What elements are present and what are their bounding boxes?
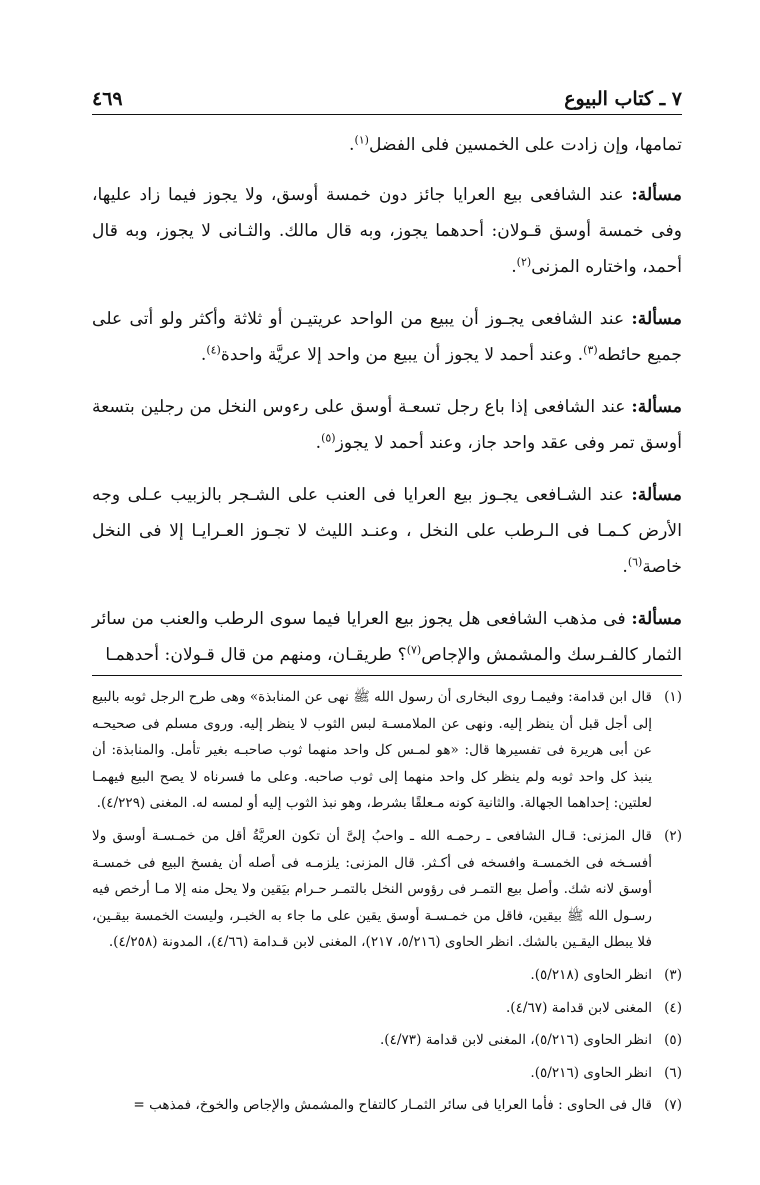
- issue-label: مسألة:: [631, 309, 682, 329]
- footnote-number: (٢): [664, 827, 682, 844]
- footnote-text: المغنى لابن قدامة (٤/٦٧).: [505, 999, 652, 1016]
- footnote-number: (٤): [664, 999, 682, 1016]
- footnotes: [92, 684, 682, 1119]
- paragraph: [92, 477, 682, 585]
- paragraph: [92, 177, 682, 285]
- footnote-ref: (٣): [583, 343, 598, 357]
- paragraph-text: تمامها، وإن زادت على الخمسين فلى الفضل: [368, 135, 682, 155]
- paragraph: [92, 601, 682, 673]
- paragraph-text: عند الشـافعى يجـوز بيع العرايا فى العنب على الشـجر بالزبيب عـلى وجه الأرض كـمـا فى الـرطب على النخل ، وعنـد الليث لا تجـوز العـرايـا إلا فى النخل خاصة: [92, 485, 682, 577]
- paragraph-text: . وعند أحمد لا يجوز أن يبيع من واحد إلا عريَّة واحدة: [220, 345, 584, 365]
- footnote-ref: (٦): [627, 555, 643, 569]
- footnote-text: قال المزنى: قـال الشافعى ـ رحمـه الله ـ واحبُ إلىَّ أن تكون العريَّةُ أقل من خمـسـة أوسق ولا أفسـخه فى الخمسـة وافسخه فى أكـثر. قال المزنى: يلزمـه فى أصله أن يفسخ البيع فى خمسـة أوسق لانه شك. وأصل بيع التمـر فى رؤوس النخل بالتمـر حـرام بيَقين ولا يحل منه إلا مـا أرخص فيه رسـول الله ﷺ بيقين، فاقل من خمـسـة أوسق يقين على ما جاء به الخبـر، وليست الخمسة بيقـين، فلا يبطل اليقـين بالشك. انظر الحاوى (٥/٢١٦، ٢١٧)، المغنى لابن قـدامة (٤/٦٦)، المدونة (٤/٢٥٨).: [92, 827, 652, 951]
- paragraph: [92, 301, 682, 373]
- paragraph-text: .: [348, 135, 355, 155]
- footnote: [92, 1060, 682, 1087]
- paragraph-text: ؟ طريقـان، ومنهم من قال قـولان: أحدهمـا: [105, 645, 407, 665]
- book-page: [92, 78, 682, 1125]
- footnote-text: انظر الحاوى (٥/٢١٦)، المغنى لابن قدامة (٤/٧٣).: [379, 1032, 652, 1049]
- paragraph-text: .: [315, 433, 322, 453]
- footnote-ref: (٤): [206, 343, 221, 357]
- footnote: [92, 995, 682, 1022]
- footnote-number: (١): [664, 689, 682, 705]
- issue-label: مسألة:: [631, 185, 682, 205]
- footnote: [92, 823, 682, 956]
- paragraph-text: عند الشافعى يجـوز أن يبيع من الواحد عريتيـن أو ثلاثة وأكثر ولو أتى على جميع حائطه: [92, 309, 682, 365]
- footnote-text: انظر الحاوى (٥/٢١٨).: [530, 966, 652, 983]
- footnote-text: قال ابن قدامة: وفيمـا روى البخارى أن رسول الله ﷺ نهى عن المنابذة» وهى طرح الرجل ثوبه بالبيع إلى أجل قبل أن ينظر إليه. ونهى عن الملامسـة لبس الثوب لا ينظر إليه. وروى مسلم فى صحيحـه عن أبى هريرة فى تفسيرها قال: «هو لمـس كل واحد منهما ثوب صاحبـه بغير تأمل. والمنابذة: أن ينبذ كل واحد ثوبه ولم ينظر كل واحد منهما إلى ثوب صاحبه. وعلى ما فسرناه لا يصح البيع فيهمـا لعلتين: إحداهما الجهالة. والثانية كونه مـعلقًا بشرط، وهو نبذ الثوب إليه أو لمسه له. المغنى (٤/٢٢٩).: [92, 689, 652, 812]
- footnote: [92, 1027, 682, 1054]
- footnote-ref: (٧): [406, 643, 422, 657]
- footnote-text: انظر الحاوى (٥/٢١٦).: [530, 1064, 652, 1081]
- footnote: [92, 962, 682, 989]
- footnote-number: (٧): [664, 1097, 682, 1114]
- issue-label: مسألة:: [631, 609, 682, 629]
- issue-label: مسألة:: [631, 485, 682, 505]
- footnote-ref: (٥): [321, 431, 336, 445]
- page-number: ٤٦٩: [92, 88, 123, 110]
- paragraph-text: عند الشافعى إذا باع رجل تسعـة أوسق على رءوس النخل من رجلين بتسعة أوسق تمر وفى عقد واحد جاز، وعند أحمد لا يجوز: [92, 397, 682, 453]
- footnote-number: (٥): [664, 1032, 682, 1049]
- paragraph: [92, 127, 682, 163]
- footnote: [92, 1092, 682, 1119]
- footnote-text: قال فى الحاوى : فأما العرايا فى سائر الثمـار كالتفاح والمشمش والإجاص والخوخ، فمذهب =: [133, 1097, 652, 1114]
- paragraph-text: عند الشافعى بيع العرايا جائز دون خمسة أوسق، ولا يجوز فيما زاد عليها، وفى خمسة أوسق قـولان: أحدهما يجوز، وبه قال مالك. والثـانى لا يجوز، وبه قال أحمد، واختاره المزنى: [92, 185, 682, 277]
- main-text: [92, 127, 682, 673]
- footnote-number: (٦): [664, 1064, 682, 1081]
- paragraph-text: .: [622, 557, 628, 577]
- footnote-divider: [92, 675, 682, 676]
- footnote-ref: (٢): [516, 255, 532, 269]
- footnote-ref: (١): [354, 133, 369, 147]
- footnote-number: (٣): [664, 966, 682, 983]
- paragraph-text: فى مذهب الشافعى هل يجوز بيع العرايا فيما سوى الرطب والعنب من سائر الثمار كالفـرسك والمشمش والإجاص: [92, 609, 682, 665]
- chapter-title: ٧ ـ كتاب البيوع: [564, 88, 682, 110]
- page-header: [92, 78, 682, 115]
- issue-label: مسألة:: [631, 397, 682, 417]
- paragraph-text: .: [200, 345, 207, 365]
- paragraph: [92, 389, 682, 461]
- footnote: [92, 684, 682, 817]
- paragraph-text: .: [511, 257, 517, 277]
